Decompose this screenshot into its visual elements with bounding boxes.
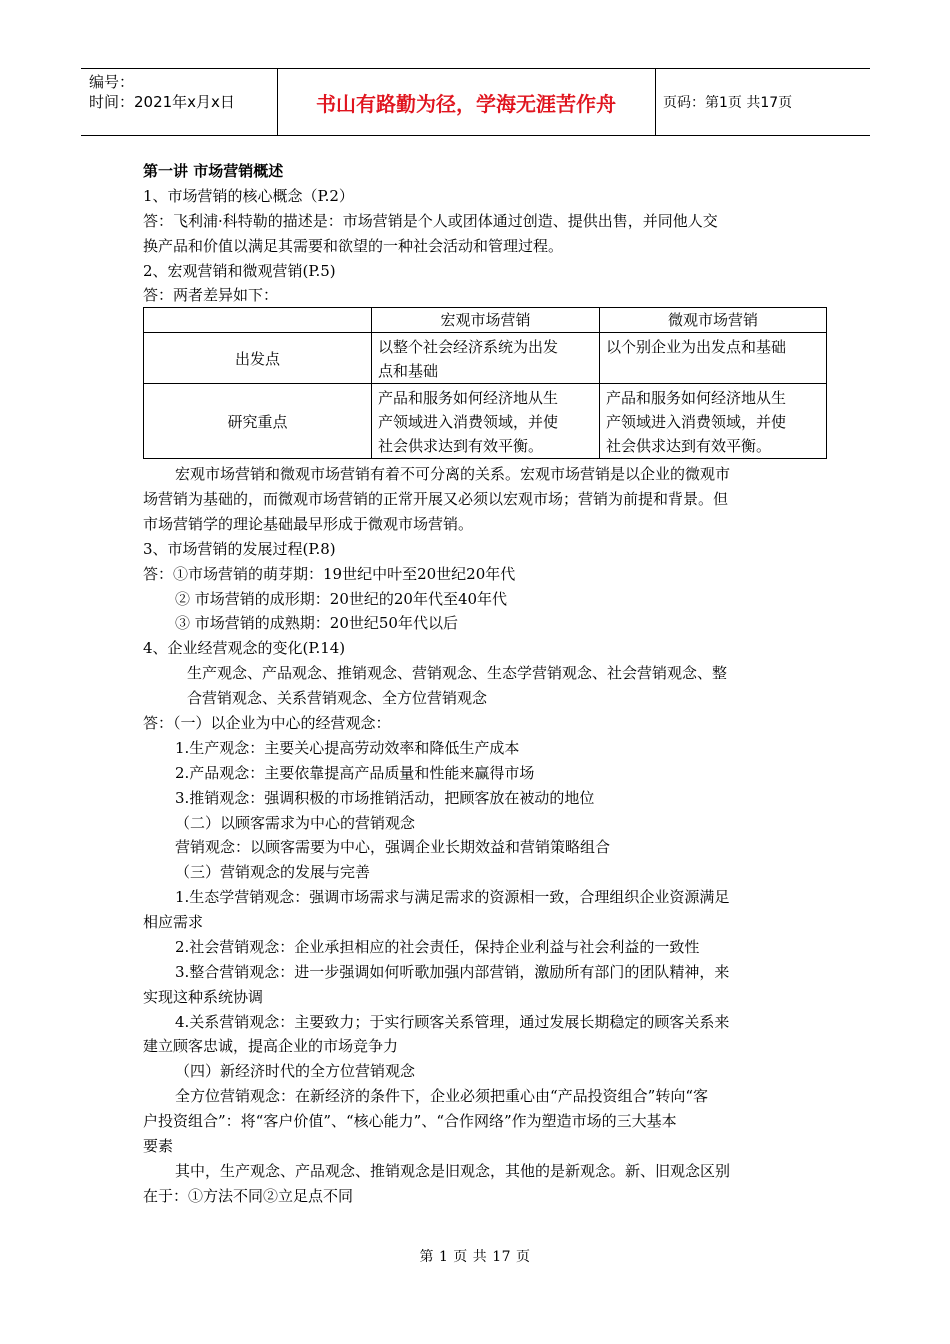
table-cell-macro	[372, 384, 600, 459]
table-cell-macro	[372, 333, 600, 384]
lecture-title: 第一讲 市场营销概述	[143, 162, 284, 180]
question-3: 3、市场营销的发展过程(P.8)	[143, 540, 336, 558]
answer-1-line-2: 换产品和价值以满足其需要和欲望的一种社会活动和管理过程。	[143, 237, 564, 255]
answer-2-intro: 答：两者差异如下：	[143, 286, 279, 304]
answer-4-item: 1.生态学营销观念：强调市场需求与满足需求的资源相一致，合理组织企业资源满足	[175, 888, 730, 906]
header-top-rule	[81, 68, 870, 69]
question-4-list-line-1: 生产观念、产品观念、推销观念、营销观念、生态学营销观念、社会营销观念、整	[187, 664, 728, 682]
question-4-list-line-2: 合营销观念、关系营销观念、全方位营销观念	[187, 689, 488, 707]
table-header-cell: 宏观市场营销	[372, 308, 600, 333]
answer-4-item: 1.生产观念：主要关心提高劳动效率和降低生产成本	[175, 739, 520, 757]
table-header-cell	[144, 308, 372, 333]
answer-3-line-3: ③ 市场营销的成熟期：20世纪50年代以后	[175, 614, 458, 632]
answer-4-item-cont: 实现这种系统协调	[143, 988, 264, 1006]
paragraph-line: 场营销为基础的，而微观市场营销的正常开展又必须以宏观市场；营销为前提和背景。但	[143, 490, 729, 508]
question-2: 2、宏观营销和微观营销(P.5)	[143, 262, 336, 280]
table-row-label: 研究重点	[144, 384, 372, 459]
answer-4-item: 4.关系营销观念：主要致力；于实行顾客关系管理，通过发展长期稳定的顾客关系来	[175, 1013, 730, 1031]
cell-line: 产品和服务如何经济地从生	[378, 389, 559, 407]
answer-1-line-1: 答：飞利浦·科特勒的描述是：市场营销是个人或团体通过创造、提供出售，并同他人交	[143, 212, 718, 230]
cell-line: 社会供求达到有效平衡。	[378, 437, 544, 455]
header-motto: 书山有路勤为径，学海无涯苦作舟	[316, 92, 616, 116]
question-1: 1、市场营销的核心概念（P.2）	[143, 187, 354, 205]
closing-line-2: 在于：①方法不同②立足点不同	[143, 1187, 354, 1205]
answer-3-line-1: 答：①市场营销的萌芽期：19世纪中叶至20世纪20年代	[143, 565, 516, 583]
page-footer: 第 1 页 共 17 页	[419, 1249, 531, 1265]
answer-4-item: 营销观念：以顾客需要为中心，强调企业长期效益和营销策略组合	[175, 838, 611, 856]
table-row-label: 出发点	[144, 333, 372, 384]
answer-3-line-2: ② 市场营销的成形期：20世纪的20年代至40年代	[175, 590, 508, 608]
answer-4-section-3: （三）营销观念的发展与完善	[175, 863, 371, 881]
cell-line: 以整个社会经济系统为出发	[378, 338, 559, 356]
table-cell-micro	[600, 333, 827, 384]
table-header-row	[144, 308, 827, 333]
cell-line: 以个别企业为出发点和基础	[606, 338, 787, 356]
header-bottom-rule	[81, 135, 870, 136]
cell-line: 产品和服务如何经济地从生	[606, 389, 787, 407]
answer-4-section-4: （四）新经济时代的全方位营销观念	[175, 1062, 416, 1080]
answer-4-item-cont: 建立顾客忠诚，提高企业的市场竞争力	[143, 1037, 399, 1055]
answer-4-item: 3.推销观念：强调积极的市场推销活动，把顾客放在被动的地位	[175, 789, 595, 807]
header-number-label: 编号：	[89, 73, 135, 91]
header-date: 时间：2021年x月x日	[89, 93, 235, 111]
answer-4-item-cont: 相应需求	[143, 913, 204, 931]
answer-4-item: 3.整合营销观念：进一步强调如何听歌加强内部营销，激励所有部门的团队精神，来	[175, 963, 730, 981]
cell-line: 产领域进入消费领域，并使	[606, 413, 787, 431]
cell-line: 产领域进入消费领域，并使	[378, 413, 559, 431]
answer-4-item: 2.社会营销观念：企业承担相应的社会责任，保持企业利益与社会利益的一致性	[175, 938, 700, 956]
cell-line: 点和基础	[378, 362, 439, 380]
table-row	[144, 384, 827, 459]
comparison-table	[143, 307, 827, 459]
cell-line: 社会供求达到有效平衡。	[606, 437, 772, 455]
paragraph-line: 市场营销学的理论基础最早形成于微观市场营销。	[143, 515, 474, 533]
answer-4-item: 2.产品观念：主要依靠提高产品质量和性能来赢得市场	[175, 764, 535, 782]
header-page-info: 页码：第1页 共17页	[663, 95, 793, 111]
header-meta	[89, 72, 235, 112]
answer-4-item-cont: 要素	[143, 1137, 174, 1155]
table-header-cell: 微观市场营销	[600, 308, 827, 333]
table-row	[144, 333, 827, 384]
answer-4-section-2: （二）以顾客需求为中心的营销观念	[175, 814, 416, 832]
answer-4-item-cont: 户投资组合”：将“客户价值”、“核心能力”、“合作网络”作为塑造市场的三大基本	[143, 1112, 677, 1130]
closing-line-1: 其中，生产观念、产品观念、推销观念是旧观念，其他的是新观念。新、旧观念区别	[175, 1162, 731, 1180]
table-cell-micro	[600, 384, 827, 459]
answer-4-item: 全方位营销观念：在新经济的条件下，企业必须把重心由“产品投资组合”转向“客	[175, 1087, 709, 1105]
header-divider-right	[655, 68, 656, 136]
answer-4-section-1: 答：（一）以企业为中心的经营观念：	[143, 714, 391, 732]
paragraph-line: 宏观市场营销和微观市场营销有着不可分离的关系。宏观市场营销是以企业的微观市	[175, 465, 731, 483]
question-4: 4、企业经营观念的变化(P.14)	[143, 639, 346, 657]
